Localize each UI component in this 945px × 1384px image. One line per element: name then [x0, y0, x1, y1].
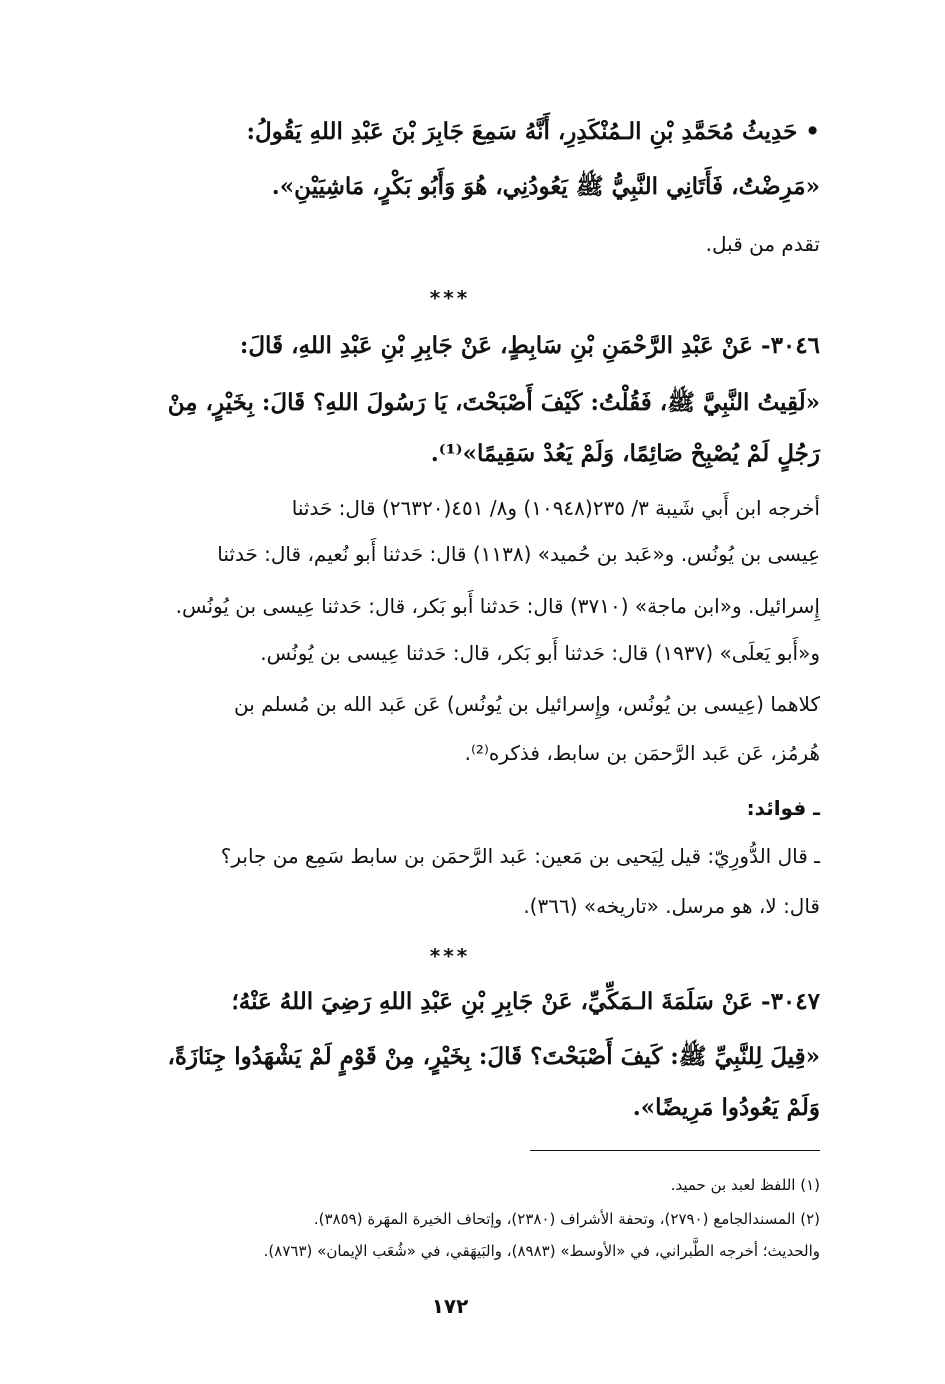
hadith-3046-line-3: رَجُلٍ لَمْ يُصْبِحْ صَائِمًا، وَلَمْ يَعُدْ سَقِيمًا»⁽¹⁾.	[430, 440, 820, 467]
takhrij-line-1: أخرجه ابن أَبي شَيبة ٣/ ٢٣٥(١٠٩٤٨) و٨/ ٤٥١(٢٦٣٢٠) قال: حَدثنا	[291, 496, 820, 520]
footnote-2-continued: والحديث؛ أخرجه الطَّبراني، في «الأوسط» (٨٩٨٣)، والبَيهَقي، في «شُعَب الإيمان» (٨٧٦٣).	[263, 1242, 820, 1260]
footnote-2: (٢) المسندالجامع (٢٧٩٠)، وتحفة الأشراف (٢٣٨٠)، وإتحاف الخيرة المهَرة (٣٨٥٩).	[313, 1210, 820, 1228]
fawaid-heading: ـ فوائد:	[746, 796, 820, 820]
fawaid-line-1: ـ قال الدُّورِيّ: قيل لِيَحيى بن مَعين: عَبد الرَّحمَن بن سابط سَمِع من جابر؟	[220, 844, 820, 868]
hadith-3047-line-1: ٣٠٤٧- عَنْ سَلَمَةَ الـمَكِّيِّ، عَنْ جَابِرِ بْنِ عَبْدِ اللهِ رَضِيَ اللهُ عَنْهُ؛	[231, 988, 820, 1015]
hadith-3047-line-3: وَلَمْ يَعُودُوا مَرِيضًا».	[632, 1094, 820, 1121]
hadith-3046-line-1: ٣٠٤٦- عَنْ عَبْدِ الرَّحْمَنِ بْنِ سَابِطٍ، عَنْ جَابِرِ بْنِ عَبْدِ اللهِ، قَالَ:	[239, 332, 820, 359]
footnote-divider	[530, 1150, 820, 1151]
hadith-prev-line-2: «مَرِضْتُ، فَأَتَانِي النَّبِيُّ ﷺ يَعُودُنِي، هُوَ وَأَبُو بَكْرٍ، مَاشِيَيْنِ».	[271, 173, 820, 200]
hadith-prev-line-1: • حَدِيثُ مُحَمَّدِ بْنِ الـمُنْكَدِرِ، أَنَّهُ سَمِعَ جَابِرَ بْنَ عَبْدِ اللهِ يَقُولُ:	[246, 118, 820, 145]
hadith-3047-line-2: «قِيلَ لِلنَّبِيِّ ﷺ: كَيفَ أَصْبَحْتَ؟ قَالَ: بِخَيْرٍ، مِنْ قَوْمٍ لَمْ يَشْهَدُوا جِنَازَةً،	[167, 1043, 820, 1070]
hadith-3046-line-2: «لَقِيتُ النَّبِيَّ ﷺ، فَقُلْتُ: كَيْفَ أَصْبَحْتَ، يَا رَسُولَ اللهِ؟ قَالَ: بِخَيْرٍ، مِنْ	[167, 389, 820, 416]
takhrij-line-3: إِسرائيل. و«ابن ماجة» (٣٧١٠) قال: حَدثنا أَبو بَكر، قال: حَدثنا عِيسى بن يُونُس.	[175, 594, 820, 618]
takhrij-line-2: عِيسى بن يُونُس. و«عَبد بن حُميد» (١١٣٨) قال: حَدثنا أَبو نُعيم، قال: حَدثنا	[217, 542, 820, 566]
footnote-1: (١) اللفظ لعبد بن حميد.	[670, 1176, 820, 1194]
fawaid-line-2: قال: لا، هو مرسل. «تاريخه» (٣٦٦).	[523, 894, 820, 918]
section-separator-2: ***	[429, 944, 471, 968]
takhrij-line-4: و«أَبو يَعلَى» (١٩٣٧) قال: حَدثنا أَبو بَكر، قال: حَدثنا عِيسى بن يُونُس.	[260, 641, 820, 665]
page-number: ١٧٢	[431, 1294, 469, 1318]
section-separator-1: ***	[429, 286, 471, 310]
hadith-prev-note: تقدم من قبل.	[705, 232, 820, 256]
isnad-line-1: كلاهما (عِيسى بن يُونُس، وإِسرائيل بن يُونُس) عَن عَبد الله بن مُسلم بن	[234, 692, 820, 716]
isnad-line-2: هُرمُز، عَن عَبد الرَّحمَن بن سابط، فذكره⁽²⁾.	[464, 741, 820, 765]
